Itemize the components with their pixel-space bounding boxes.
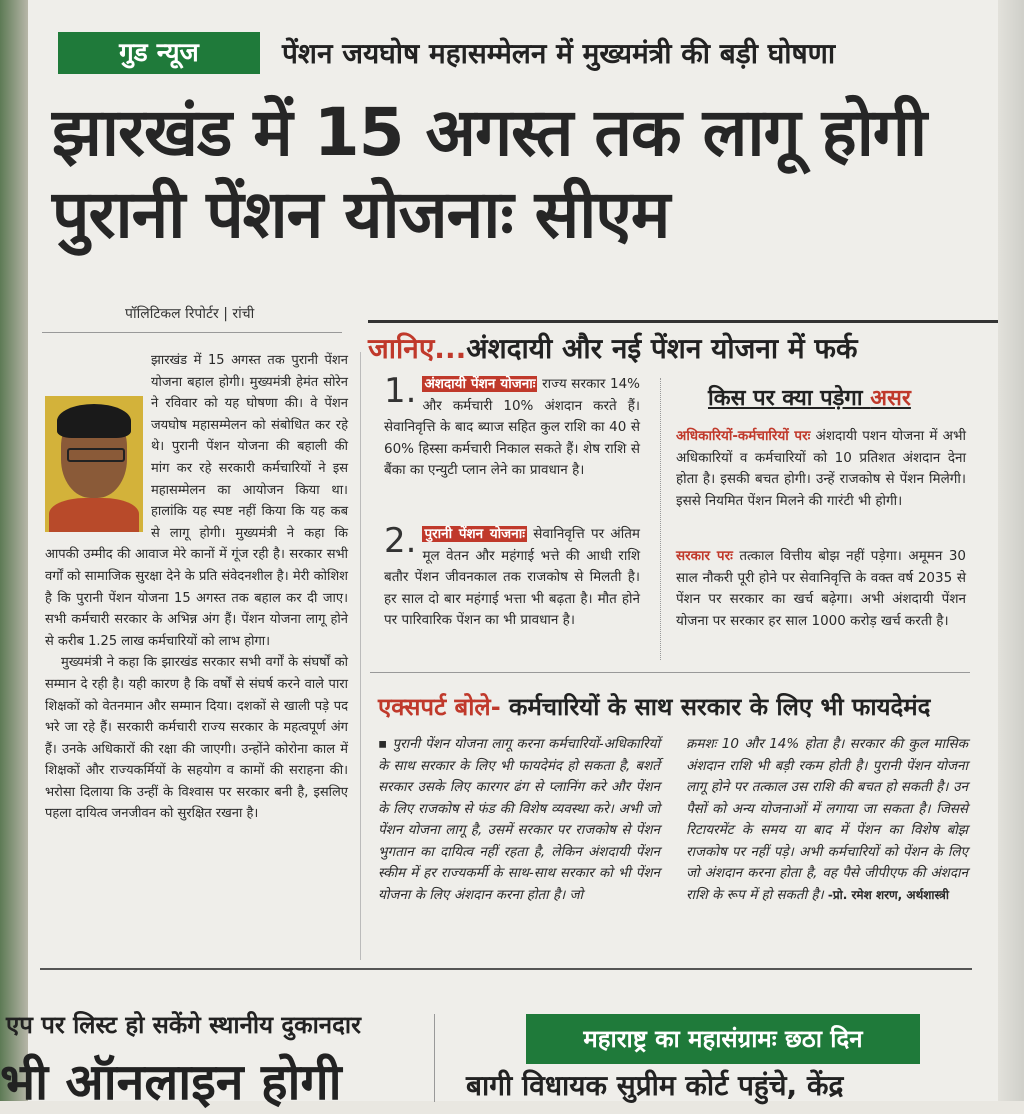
item-text: सेवानिवृत्ति पर अंतिम मूल वेतन और महंगाई भत्ते की आधी राशि बतौर पेंशन जीवनकाल तक राजकोष से मिलती है। हर साल दो बार महंगाई भत्ता भी बढ़ता है। मौत होने पर पारिवारिक पेंशन का भी प्रावधान है।	[384, 526, 640, 628]
impact-government	[676, 546, 966, 632]
maharashtra-tag: महाराष्ट्र का महासंग्रामः छठा दिन	[526, 1014, 920, 1064]
main-headline: झारखंड में 15 अगस्त तक लागू होगी पुरानी पेंशन योजनाः सीएम	[52, 94, 927, 253]
explainer-title-text: अंशदायी और नई पेंशन योजना में फर्क	[466, 332, 858, 365]
item-label: पुरानी पेंशन योजनाः	[424, 526, 525, 542]
chief-minister-photo	[45, 396, 143, 532]
impact-employees	[676, 426, 966, 512]
expert-tag: एक्सपर्ट बोले-	[378, 693, 501, 721]
item-number: 1.	[384, 371, 417, 411]
expert-heading	[378, 690, 930, 723]
explainer-title	[368, 320, 998, 367]
lead-story	[45, 350, 348, 825]
next-story-headline-right: बागी विधायक सुप्रीम कोर्ट पहुंचे, केंद्र	[466, 1069, 844, 1102]
expert-column-1: ▪ पुरानी पेंशन योजना लागू करना कर्मचारियों-अधिकारियों के साथ सरकार के लिए भी फायदेमंद हो सकता है, बशर्ते सरकार उसके लिए कारगर ढंग से प्लानिंग करे और पेंशन के लिए राजकोष से फंड की विशेष व्यवस्था करे। अभी जो पेंशन योजना लागू है, उसमें सरकार पर राजकोष से पेंशन भुगतान का दायित्व नहीं रहता है, लेकिन अंशदायी पेंशन स्कीम में हर राज्यकर्मी के साथ-साथ सरकार को भी पेंशन योजना के लिए अंशदान करना होता है। जो	[378, 736, 660, 903]
impact-text: अंशदायी पशन योजना में अभी अधिकारियों व कर्मचारियों को 10 प्रतिशत अंशदान देना होता है। इसकी बचत होगी। उन्हें राजकोष से पेंशन मिलेगी। इससे नियमित पेंशन मिलने की गारंटी भी होगी।	[676, 428, 966, 509]
expert-author: -प्रो. रमेश शरण, अर्थशास्त्री	[823, 887, 949, 902]
expert-title: कर्मचारियों के साथ सरकार के लिए भी फायदेमंद	[500, 693, 931, 721]
impact-key: सरकार परः	[676, 548, 733, 564]
lead-paragraph-2: मुख्यमंत्री ने कहा कि झारखंड सरकार सभी वर्गों के संघर्षों को सम्मान दे रही है। यही कारण है कि वर्षों से संघर्ष करने वाले पारा शिक्षकों को वेतनमान और सम्मान दिया। दशकों से खाली पड़े पद भरे जा रहे हैं। सरकारी कर्मचारी राज्य सरकार के महत्वपूर्ण अंग हैं। उनके अधिकारों की रक्षा की जाएगी। उन्होंने कोरोना काल में शिक्षकों और राज्यकर्मियों के सहयोग व कामों की सराहना की। भरोसा दिलाया कि उन्हीं के विश्वास पर सरकार बनी है, इसलिए पहला दायित्व जनजीवन को सुरक्षित रखना है।	[45, 655, 348, 822]
impact-text: तत्काल वित्तीय बोझ नहीं पड़ेगा। अमूमन 30 साल नौकरी पूरी होने पर सेवानिवृत्ति के वक्त वर्ष 2035 से पेंशन पर सरकार का खर्च बढ़ेगा। अभी अंशदायी पेंशन योजना पर सरकार हर साल 1000 करोड़ खर्च करती है।	[676, 548, 966, 629]
kicker-line: पेंशन जयघोष महासम्मेलन में मुख्यमंत्री की बड़ी घोषणा	[282, 37, 836, 70]
expert-column-2	[686, 734, 968, 906]
impact-title	[708, 382, 911, 412]
item-text: राज्य सरकार 14% और कर्मचारी 10% अंशदान करते हैं। सेवानिवृत्ति के बाद ब्याज सहित कुल राशि का 40 से 60% हिस्सा कर्मचारी निकाल सकते हैं। शेष राशि से बैंका का एन्युटी प्लान लेने का प्रावधान है।	[384, 376, 640, 478]
impact-title-red: असर	[870, 386, 911, 411]
column-divider	[434, 1014, 435, 1102]
good-news-tag: गुड न्यूज	[58, 32, 260, 74]
lead-paragraph-1: झारखंड में 15 अगस्त तक पुरानी पेंशन योजना बहाल होगी। मुख्यमंत्री हेमंत सोरेन ने रविवार को यह घोषणा की। वे पेंशन जयघोष महासम्मेलन को संबोधित कर रहे थे। पुरानी पेंशन योजना की बहाली की मांग कर रहे सरकारी कर्मचारियों ने इस महासम्मेलन का आयोजन किया था। हालांकि यह स्पष्ट नहीं किया कि यह कब से लागू होगी। मुख्यमंत्री ने कहा कि आपकी उम्मीद की आवाज मेरे कानों में गूंज रही है। सरकार सभी वर्गों को सामाजिक सुरक्षा देने के प्रति संवेदनशील है। मेरी कोशिश है कि पुरानी पेंशन योजना 15 अगस्त तक बहाल कर दी जाए। सभी कर्मचारी सरकार के अभिन्न अंग हैं। पेंशन योजना लागू होने से करीब 1.25 लाख कर्मचारियों को लाभ होगा।	[45, 353, 348, 649]
explainer-item-1	[384, 371, 640, 482]
item-label: अंशदायी पेंशन योजनाः	[424, 376, 536, 392]
byline: पॉलिटिकल रिपोर्टर | रांची	[125, 306, 255, 322]
explainer-title-highlight: जानिए...	[368, 332, 467, 365]
expert-text: क्रमशः 10 और 14% होता है। सरकार की कुल मासिक अंशदान राशि भी बड़ी रकम होती है। पुरानी पेंशन योजना लागू होने पर तत्काल उस राशि की बचत हो सकती है। उन पैसों को अन्य योजनाओं में लगाया जा सकता है। जिससे रिटायरमेंट के समय या बाद में पेंशन का विशेष बोझ राजकोष पर नहीं पड़े। अभी कर्मचारियों को पेंशन के लिए जो अंशदान करना होता है, वह पैसे जीपीएफ की अंशदान राशि के रूप में हो सकती है।	[686, 736, 968, 903]
column-divider	[360, 352, 361, 960]
next-story-headline-left: एप पर लिस्ट हो सकेंगे स्थानीय दुकानदार	[6, 1011, 361, 1039]
item-number: 2.	[384, 521, 417, 561]
divider	[40, 968, 972, 970]
divider	[370, 672, 970, 673]
page-edge-left	[0, 0, 28, 1101]
next-story-big-left: भी ऑनलाइन होगी	[0, 1053, 342, 1111]
column-divider	[660, 378, 661, 660]
divider	[42, 332, 342, 333]
impact-title-text: किस पर क्या पड़ेगा	[708, 386, 863, 411]
impact-key: अधिकारियों-कर्मचारियों परः	[676, 428, 811, 444]
explainer-item-2	[384, 521, 640, 632]
